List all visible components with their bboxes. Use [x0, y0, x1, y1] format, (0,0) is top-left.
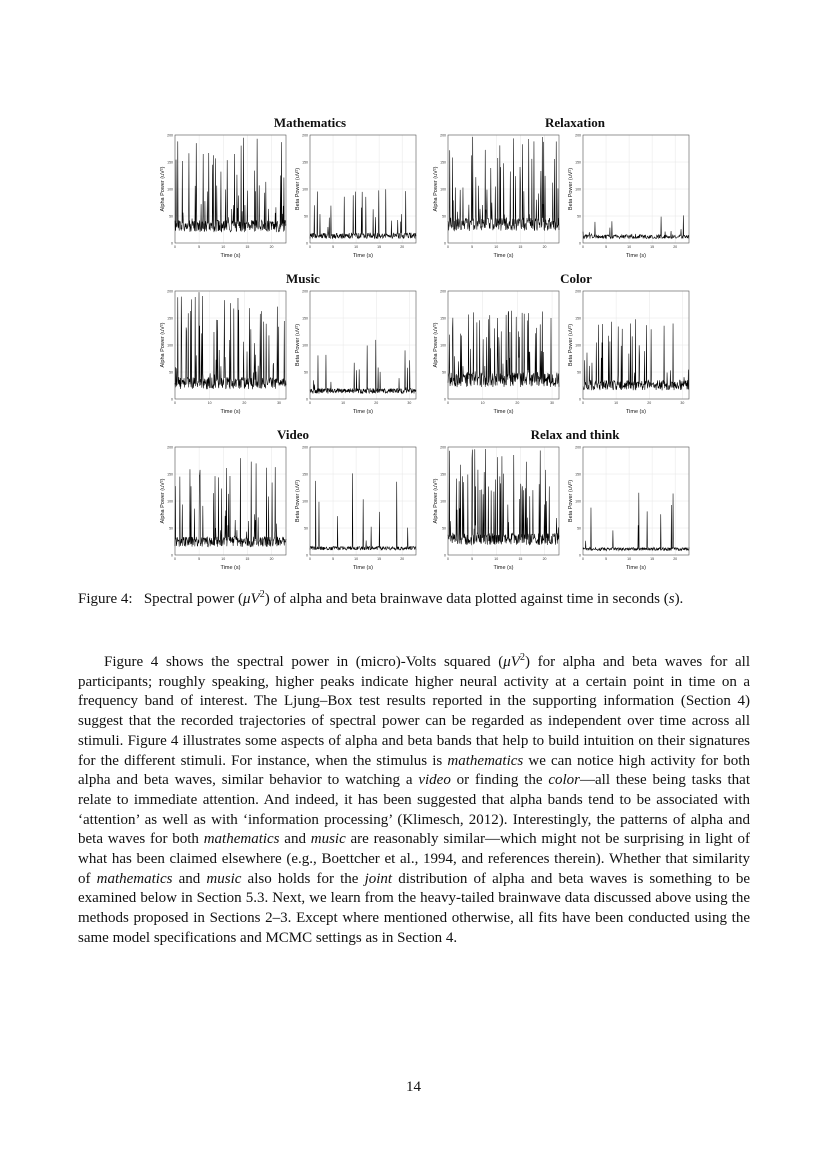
y-tick-label: 100	[575, 343, 581, 348]
x-axis-label: Time (s)	[353, 565, 373, 571]
y-tick-label: 200	[440, 133, 446, 138]
x-tick-label: 15	[377, 557, 382, 561]
x-tick-label: 20	[673, 557, 678, 561]
y-tick-label: 50	[304, 526, 308, 531]
chart-svg	[290, 445, 420, 573]
y-tick-label: 150	[167, 316, 173, 321]
x-tick-label: 0	[447, 245, 449, 249]
chart-svg	[563, 445, 693, 573]
y-tick-label: 0	[579, 397, 581, 402]
y-tick-label: 50	[442, 526, 446, 531]
chart-svg	[290, 133, 420, 261]
x-tick-label: 5	[471, 557, 474, 561]
x-tick-label: 20	[542, 245, 547, 249]
y-tick-label: 100	[440, 343, 446, 348]
para-emphasis: video	[418, 772, 451, 789]
figure-caption	[78, 585, 758, 609]
x-tick-label: 15	[650, 557, 655, 561]
y-tick-label: 200	[302, 133, 308, 138]
x-tick-label: 10	[354, 557, 359, 561]
y-tick-label: 200	[575, 289, 581, 294]
x-tick-label: 20	[242, 401, 247, 405]
y-tick-label: 50	[577, 214, 581, 219]
series-line-beta	[310, 340, 416, 394]
x-tick-label: 0	[447, 401, 449, 405]
y-tick-label: 0	[306, 241, 308, 246]
x-tick-label: 0	[174, 401, 176, 405]
y-tick-label: 100	[575, 187, 581, 192]
x-tick-label: 5	[198, 557, 201, 561]
x-tick-label: 20	[542, 557, 547, 561]
y-tick-label: 0	[444, 397, 446, 402]
y-tick-label: 200	[302, 445, 308, 450]
body-paragraph	[78, 648, 750, 949]
y-tick-label: 200	[575, 445, 581, 450]
x-axis-label: Time (s)	[220, 253, 241, 259]
y-tick-label: 100	[302, 499, 308, 504]
stimulus-title-video: Video	[276, 427, 310, 442]
y-tick-label: 100	[167, 187, 173, 192]
stimulus-title-music: Music	[286, 271, 320, 286]
chart-svg	[428, 289, 563, 417]
x-tick-label: 15	[245, 557, 250, 561]
y-tick-label: 0	[306, 553, 308, 558]
x-tick-label: 5	[198, 245, 201, 249]
para-seg: —all these being tasks that relate to immediate attention. And indeed, it has been suggested that alpha bands tend to be associated with ‘attention’ as well as with ‘information processing’ (Klimesch, 2012). Interestingly, the patterns of alpha and beta waves for both	[78, 772, 750, 848]
y-tick-label: 150	[302, 472, 308, 477]
chart-svg	[155, 289, 290, 417]
x-tick-label: 30	[680, 401, 685, 405]
x-tick-label: 5	[332, 557, 335, 561]
y-axis-label: Alpha Power (uV²)	[160, 322, 166, 368]
x-tick-label: 20	[269, 245, 274, 249]
y-tick-label: 0	[579, 241, 581, 246]
y-axis-label: Beta Power (uV²)	[295, 479, 301, 523]
para-seg: Figure 4 shows the spectral power in (micro)-Volts squared (	[104, 654, 504, 670]
chart-color-beta	[563, 289, 693, 417]
para-unit: μV	[503, 654, 520, 670]
x-tick-label: 15	[650, 245, 655, 249]
y-axis-label: Alpha Power (uV²)	[433, 478, 439, 524]
x-tick-label: 10	[207, 401, 212, 405]
x-tick-label: 0	[582, 245, 584, 249]
para-seg: ) for alpha and beta waves for all participants; roughly speaking, higher peaks indicate higher neural activity at a certain point in time on a frequency band of interest. The Ljung–Box test results reported in the supporting information (Section 4) suggest that the recorded trajectories of spectral power can be regarded as independent over time across all stimuli. Figure 4 illustrates some aspects of alpha and beta bands that help to build intuition on their signatures for the different stimuli. For instance, when the stimulus is	[78, 654, 750, 769]
y-tick-label: 50	[169, 526, 173, 531]
x-tick-label: 0	[309, 401, 311, 405]
x-axis-label: Time (s)	[493, 409, 514, 415]
y-tick-label: 150	[167, 160, 173, 165]
para-seg: and	[172, 870, 207, 887]
y-tick-label: 200	[167, 133, 173, 138]
y-tick-label: 0	[306, 397, 308, 402]
chart-relaxation-beta	[563, 133, 693, 261]
x-tick-label: 20	[269, 557, 274, 561]
y-tick-label: 150	[575, 160, 581, 165]
x-axis-label: Time (s)	[220, 409, 241, 415]
para-seg: we can notice high activity for both alpha and beta waves, similar behavior to watching a	[78, 752, 750, 789]
x-tick-label: 20	[515, 401, 520, 405]
y-tick-label: 150	[440, 472, 446, 477]
y-tick-label: 0	[444, 553, 446, 558]
x-tick-label: 15	[518, 245, 523, 249]
x-tick-label: 20	[673, 245, 678, 249]
x-tick-label: 10	[627, 557, 632, 561]
y-axis-label: Beta Power (uV²)	[568, 323, 574, 367]
x-tick-label: 20	[374, 401, 379, 405]
stimulus-title-color: Color	[560, 271, 592, 286]
para-seg: are reasonably similar—which might not be surprising in light of what has been claimed elsewhere (e.g., Boettcher et al., 1994, and references therein). Whether that similarity of	[78, 831, 750, 887]
y-tick-label: 150	[575, 316, 581, 321]
para-emphasis: music	[310, 831, 346, 848]
x-tick-label: 5	[471, 245, 474, 249]
x-axis-label: Time (s)	[626, 565, 646, 571]
caption-text-1: Spectral power (	[143, 591, 243, 607]
chart-mathematics-beta	[290, 133, 420, 261]
caption-seconds: s	[668, 591, 675, 607]
series-line-beta	[583, 319, 689, 390]
caption-text-2: ) of alpha and beta brainwave data plotted against time in seconds (	[264, 591, 669, 607]
x-tick-label: 30	[277, 401, 282, 405]
x-tick-label: 10	[494, 245, 499, 249]
series-line-beta	[583, 215, 689, 238]
y-tick-label: 150	[302, 160, 308, 165]
y-tick-label: 200	[302, 289, 308, 294]
series-line-alpha	[448, 449, 559, 545]
chart-relaxation-alpha	[428, 133, 563, 261]
x-tick-label: 15	[245, 245, 250, 249]
x-tick-label: 30	[550, 401, 555, 405]
x-tick-label: 10	[221, 557, 226, 561]
para-emphasis: color	[548, 772, 580, 789]
y-tick-label: 50	[169, 370, 173, 375]
page-number: 14	[406, 1079, 421, 1095]
x-tick-label: 0	[174, 245, 176, 249]
y-tick-label: 100	[302, 187, 308, 192]
y-axis-label: Alpha Power (uV²)	[433, 166, 439, 212]
x-tick-label: 15	[377, 245, 382, 249]
para-seg: distribution of alpha and beta waves is something to be examined below in Section 5.3. Next, we learn from the heavy-tailed brainwave data discussed above using the methods proposed in Sections 2–3. Except where mentioned otherwise, all fits have been conducted using the same model specifications and MCMC settings as in Section 4.	[78, 870, 751, 946]
x-tick-label: 10	[354, 245, 359, 249]
x-tick-label: 30	[407, 401, 412, 405]
x-tick-label: 20	[400, 245, 405, 249]
para-emphasis: mathematics	[447, 752, 524, 769]
y-tick-label: 50	[304, 214, 308, 219]
y-tick-label: 0	[171, 553, 173, 558]
chart-svg	[155, 133, 290, 261]
series-line-alpha	[448, 137, 559, 231]
y-axis-label: Beta Power (uV²)	[295, 167, 301, 211]
x-axis-label: Time (s)	[626, 409, 646, 415]
y-tick-label: 50	[304, 370, 308, 375]
y-tick-label: 150	[440, 316, 446, 321]
x-tick-label: 10	[614, 401, 619, 405]
chart-svg	[290, 289, 420, 417]
x-axis-label: Time (s)	[626, 253, 646, 259]
series-line-beta	[310, 473, 416, 550]
x-tick-label: 10	[627, 245, 632, 249]
y-tick-label: 200	[440, 445, 446, 450]
chart-svg	[155, 445, 290, 573]
stimulus-title-relax-and-think: Relax and think	[530, 427, 620, 442]
caption-unit-exp: 2	[259, 589, 265, 600]
y-tick-label: 100	[167, 499, 173, 504]
series-line-alpha	[448, 311, 559, 387]
y-tick-label: 200	[440, 289, 446, 294]
y-tick-label: 50	[442, 370, 446, 375]
y-tick-label: 150	[575, 472, 581, 477]
y-tick-label: 50	[577, 370, 581, 375]
x-tick-label: 10	[494, 557, 499, 561]
stimulus-title-mathematics: Mathematics	[273, 115, 347, 130]
chart-video-beta	[290, 445, 420, 573]
figure-label: Figure 4:	[78, 591, 133, 607]
y-tick-label: 50	[442, 214, 446, 219]
y-tick-label: 150	[302, 316, 308, 321]
chart-music-beta	[290, 289, 420, 417]
chart-svg	[563, 289, 693, 417]
para-seg: or finding the	[450, 772, 549, 789]
para-seg: also holds for the	[241, 870, 365, 887]
caption-text-3: ).	[674, 591, 684, 607]
y-tick-label: 50	[169, 214, 173, 219]
series-line-beta	[310, 189, 416, 238]
series-line-alpha	[175, 138, 286, 232]
y-axis-label: Beta Power (uV²)	[295, 323, 301, 367]
y-tick-label: 200	[575, 133, 581, 138]
y-tick-label: 0	[171, 241, 173, 246]
para-emphasis: mathematics	[96, 870, 173, 887]
x-tick-label: 15	[518, 557, 523, 561]
para-unit-exp: 2	[519, 652, 525, 663]
y-tick-label: 0	[444, 241, 446, 246]
x-axis-label: Time (s)	[353, 253, 373, 259]
x-tick-label: 0	[309, 557, 311, 561]
y-tick-label: 200	[167, 289, 173, 294]
y-tick-label: 150	[440, 160, 446, 165]
y-tick-label: 100	[302, 343, 308, 348]
para-emphasis: music	[206, 870, 242, 887]
para-seg: and	[279, 831, 311, 848]
y-tick-label: 0	[171, 397, 173, 402]
x-tick-label: 5	[605, 245, 608, 249]
caption-unit: μV	[242, 591, 260, 607]
x-tick-label: 0	[447, 557, 449, 561]
x-tick-label: 10	[480, 401, 485, 405]
series-line-alpha	[175, 292, 286, 389]
y-tick-label: 100	[440, 187, 446, 192]
y-axis-label: Beta Power (uV²)	[568, 479, 574, 523]
chart-svg	[428, 133, 563, 261]
y-axis-label: Beta Power (uV²)	[568, 167, 574, 211]
y-tick-label: 100	[575, 499, 581, 504]
chart-svg	[563, 133, 693, 261]
x-tick-label: 5	[605, 557, 608, 561]
chart-svg	[428, 445, 563, 573]
chart-relax-and-think-beta	[563, 445, 693, 573]
series-line-beta	[583, 493, 689, 551]
x-axis-label: Time (s)	[493, 253, 514, 259]
stimulus-title-relaxation: Relaxation	[545, 115, 605, 130]
y-tick-label: 200	[167, 445, 173, 450]
chart-mathematics-alpha	[155, 133, 290, 261]
chart-music-alpha	[155, 289, 290, 417]
y-tick-label: 50	[577, 526, 581, 531]
x-tick-label: 0	[582, 401, 584, 405]
para-emphasis: mathematics	[203, 831, 280, 848]
series-line-alpha	[175, 458, 286, 547]
y-tick-label: 100	[167, 343, 173, 348]
x-axis-label: Time (s)	[493, 565, 514, 571]
x-tick-label: 0	[582, 557, 584, 561]
y-tick-label: 150	[167, 472, 173, 477]
y-axis-label: Alpha Power (uV²)	[160, 478, 166, 524]
y-axis-label: Alpha Power (uV²)	[433, 322, 439, 368]
x-tick-label: 10	[221, 245, 226, 249]
x-tick-label: 0	[174, 557, 176, 561]
chart-color-alpha	[428, 289, 563, 417]
chart-relax-and-think-alpha	[428, 445, 563, 573]
para-emphasis: joint	[364, 870, 393, 887]
x-axis-label: Time (s)	[353, 409, 373, 415]
x-axis-label: Time (s)	[220, 565, 241, 571]
x-tick-label: 20	[400, 557, 405, 561]
x-tick-label: 5	[332, 245, 335, 249]
x-tick-label: 10	[341, 401, 346, 405]
x-tick-label: 0	[309, 245, 311, 249]
y-tick-label: 100	[440, 499, 446, 504]
x-tick-label: 20	[647, 401, 652, 405]
chart-video-alpha	[155, 445, 290, 573]
y-axis-label: Alpha Power (uV²)	[160, 166, 166, 212]
y-tick-label: 0	[579, 553, 581, 558]
